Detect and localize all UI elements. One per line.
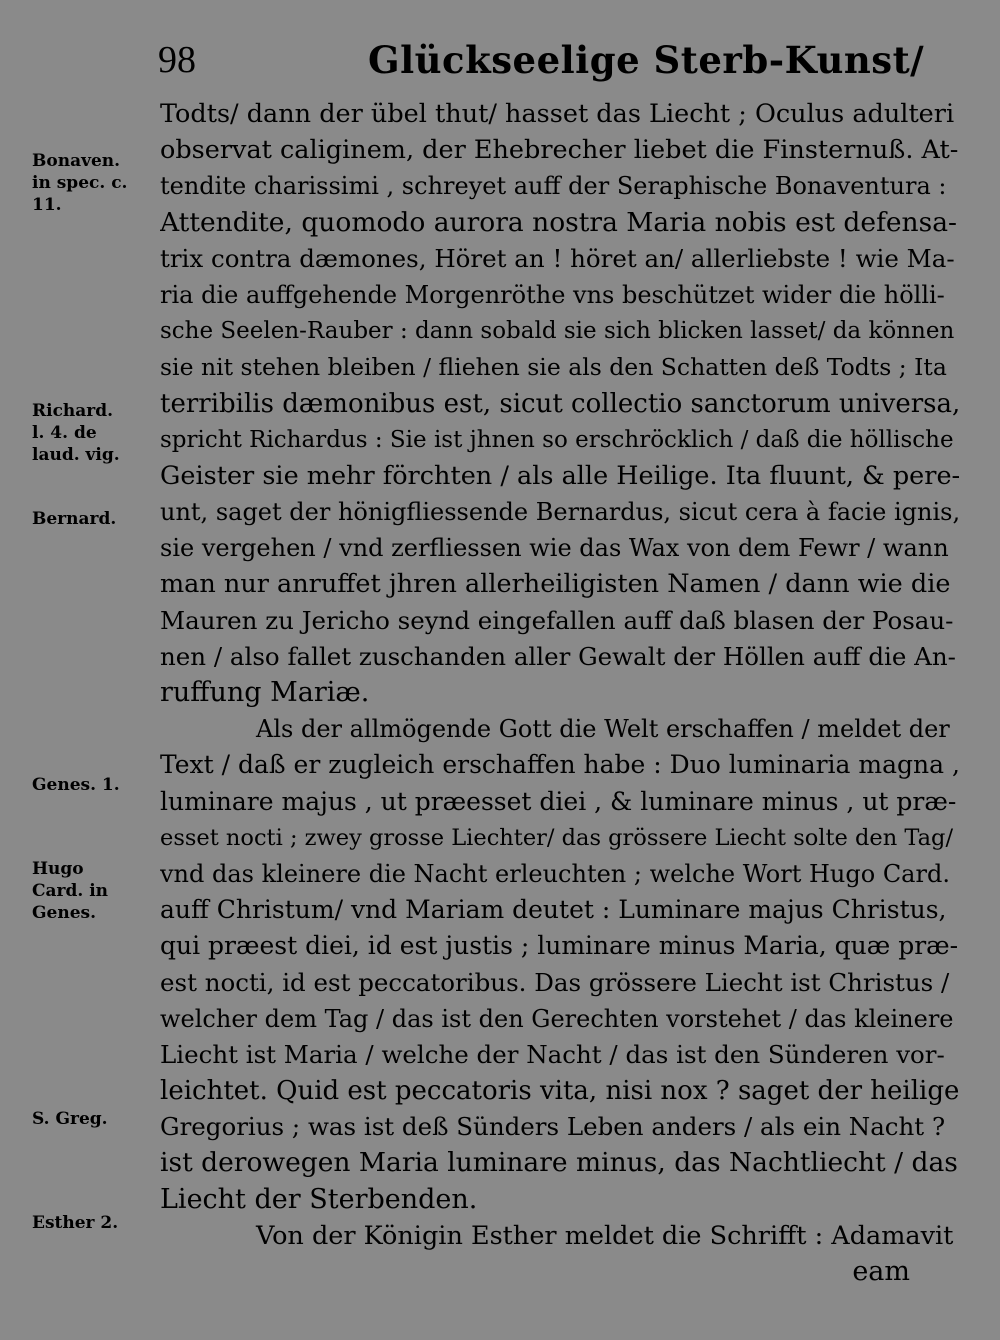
text-line: Attendite, quomodo aurora nostra Maria nobis est defensa- [160,206,957,238]
running-title: Glückseelige Sterb-Kunst/ [368,38,925,82]
text-line: terribilis dæmonibus est, sicut collectio sanctorum universa, [160,388,960,419]
margin-note-hugo: Hugo Card. in Genes. [32,859,109,923]
text-line: welcher dem Tag / das ist den Gerechten vorstehet / das kleinere [160,1004,954,1033]
text-line: ist derowegen Maria luminare minus, das Nachtliecht / das [160,1147,958,1179]
text-line: vnd das kleinere die Nacht erleuchten ; welche Wort Hugo Card. [160,859,950,888]
text-line: trix contra dæmones, Höret an ! höret an/ allerliebste ! wie Ma- [160,243,955,273]
text-line: esset nocti ; zwey grosse Liechter/ das grössere Liecht solte den Tag/ [160,824,954,851]
text-line: unt, saget der hönigfliessende Bernardus, sicut cera à facie ignis, [160,498,960,527]
text-line: leichtet. Quid est peccatoris vita, nisi nox ? saget der heilige [160,1076,960,1107]
margin-note-esther: Esther 2. [32,1213,119,1233]
text-line: Liecht der Sterbenden. [160,1183,478,1215]
text-line: Todts/ dann der übel thut/ hasset das Liecht ; Oculus adulteri [160,99,955,129]
margin-note-bonaventura: Bonaven. in spec. c. 11. [32,151,128,215]
text-line: nen / also fallet zuschanden aller Gewalt der Höllen auff die An- [160,641,956,671]
text-line: auff Christum/ vnd Mariam deutet : Luminare majus Christus, [160,895,947,925]
text-line: Von der Königin Esther meldet die Schrifft : Adamavit [256,1220,954,1251]
margin-note-gregory: S. Greg. [32,1109,108,1129]
text-line: qui præest diei, id est justis ; luminare minus Maria, quæ præ- [160,931,959,961]
text-line: sie nit stehen bleiben / fliehen sie als den Schatten deß Todts ; Ita [160,353,947,382]
text-line: sche Seelen-Rauber : dann sobald sie sich blicken lasset/ da können [160,318,955,345]
catchword: eam [852,1256,910,1287]
margin-note-bernard: Bernard. [32,509,117,529]
text-line: spricht Richardus : Sie ist jhnen so erschröcklich / daß die höllische [160,426,954,453]
text-line: est nocti, id est peccatoribus. Das grössere Liecht ist Christus / [160,967,950,997]
body-text [160,96,960,1290]
text-line: observat caliginem, der Ehebrecher liebet die Finsternuß. At- [160,135,959,166]
text-line: Text / daß er zugleich erschaffen habe : Duo luminaria magna , [160,750,960,780]
text-line: ria die auffgehende Morgenröthe vns beschützet wider die hölli- [160,280,945,309]
text-line: sie vergehen / vnd zerfliessen wie das Wax von dem Fewr / wann [160,534,949,563]
text-line: Gregorius ; was ist deß Sünders Leben anders / als ein Nacht ? [160,1112,946,1142]
text-line: ruffung Mariæ. [160,677,370,708]
text-line: Liecht ist Maria / welche der Nacht / das ist den Sünderen vor- [160,1039,945,1069]
text-line: Als der allmögende Gott die Welt erschaffen / meldet der [256,715,950,744]
text-line: luminare majus , ut præesset diei , & luminare minus , ut præ- [160,786,957,816]
page-header [158,38,958,88]
page-number: 98 [158,39,196,81]
text-line: man nur anruffet jhren allerheiligisten Namen / dann wie die [160,569,951,600]
text-line: Geister sie mehr förchten / als alle Heilige. Ita fluunt, & pere- [160,460,960,491]
margin-note-richard: Richard. l. 4. de laud. vig. [32,401,120,465]
text-line: Mauren zu Jericho seynd eingefallen auff daß blasen der Posau- [160,605,954,635]
margin-note-genesis: Genes. 1. [32,775,120,795]
text-line: tendite charissimi , schreyet auff der Seraphische Bonaventura : [160,172,947,201]
